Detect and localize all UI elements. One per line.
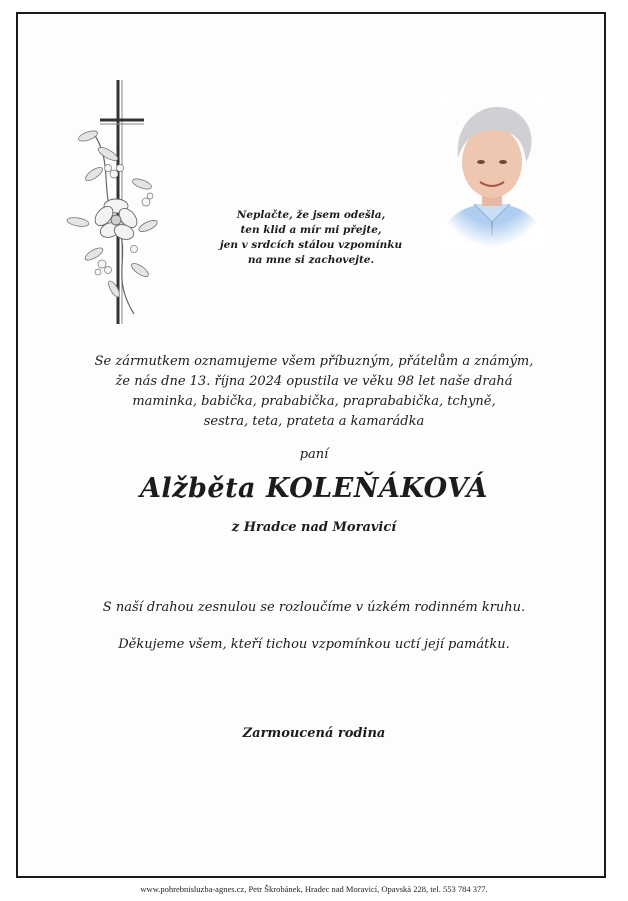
announcement-line: Se zármutkem oznamujeme všem příbuzným, přátelům a známým, xyxy=(94,354,534,369)
announcement-line: sestra, teta, prateta a kamarádka xyxy=(203,414,425,429)
poem-line: ten klid a mír mi přejte, xyxy=(240,224,382,236)
funeral-service-footer: www.pohrebnisluzba-agnes.cz, Petr Škrobánek, Hradec nad Moravicí, Opavská 228, tel. 553 784 377. xyxy=(140,884,488,894)
family-signature: Zarmoucená rodina xyxy=(242,726,386,741)
honorific: paní xyxy=(299,447,329,462)
poem-line: na mne si zachovejte. xyxy=(247,254,375,266)
farewell-text: S naší drahou zesnulou se rozloučíme v úzkém rodinném kruhu. xyxy=(102,600,526,615)
announcement-line: že nás dne 13. října 2024 opustila ve věku 98 let naše drahá xyxy=(115,374,513,389)
cross-with-flowers-icon xyxy=(64,74,164,329)
announcement-text xyxy=(0,352,628,432)
announcement-line: maminka, babička, prababička, praprababička, tchyně, xyxy=(132,394,496,409)
deceased-name: Alžběta KOLEŇÁKOVÁ xyxy=(139,473,488,504)
poem-line: Neplačte, že jsem odešla, xyxy=(236,209,386,221)
memorial-poem xyxy=(196,208,426,268)
poem-line: jen v srdcích stálou vzpomínku xyxy=(219,239,403,251)
deceased-hometown: z Hradce nad Moravicí xyxy=(231,520,397,535)
thanks-text: Děkujeme všem, kteří tichou vzpomínkou uctí její památku. xyxy=(118,637,510,652)
portrait-photo xyxy=(434,96,550,248)
